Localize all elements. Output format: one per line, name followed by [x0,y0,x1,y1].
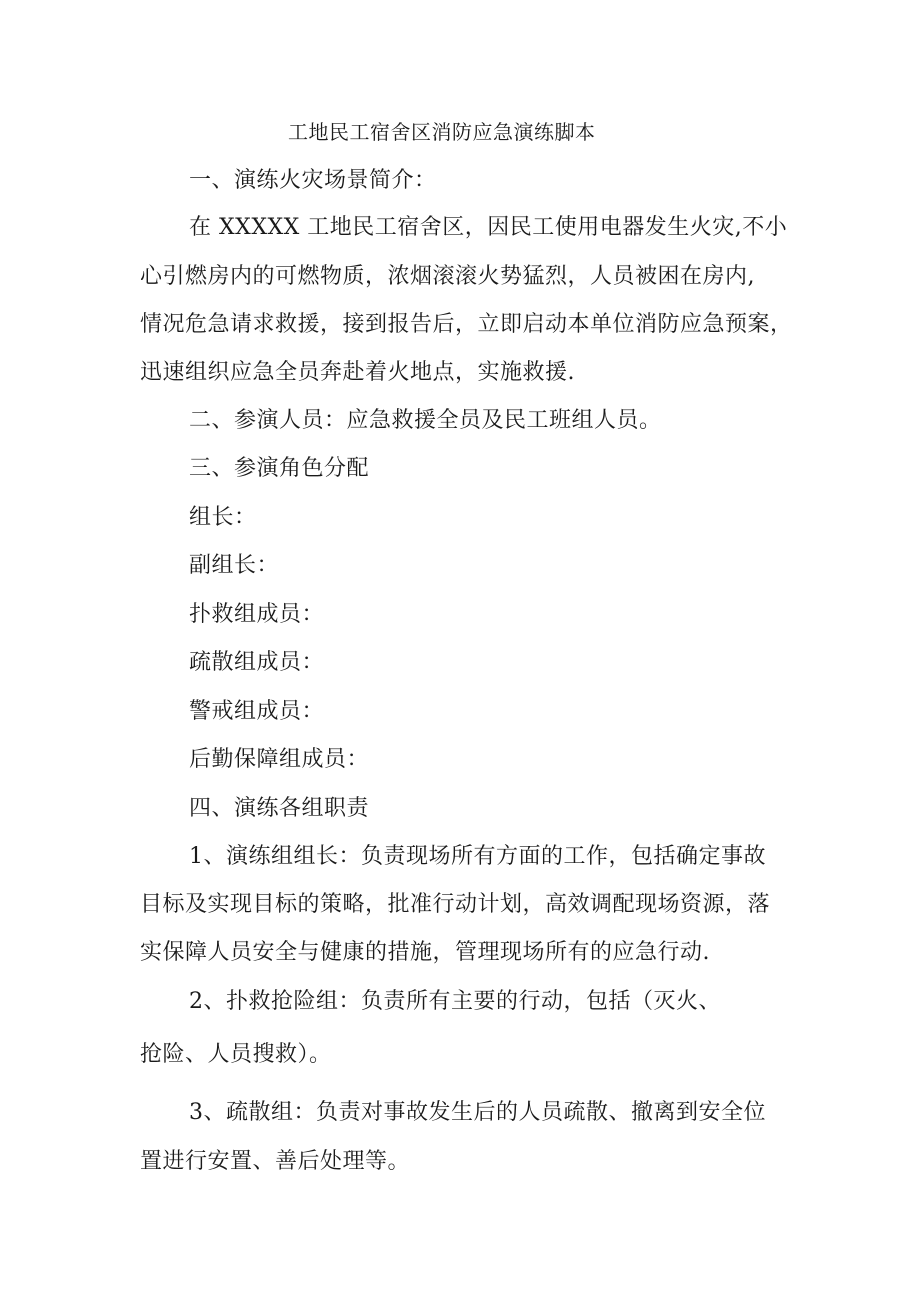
section-4-heading: 四、演练各组职责 [189,796,370,821]
role-cordon-members: 警戒组成员： [189,699,325,724]
role-logistics-members: 后勤保障组成员： [189,747,370,772]
duty-item-3-line: 3、疏散组：负责对事故发生后的人员疏散、撤离到安全位 [189,1100,766,1125]
role-deputy-leader: 副组长： [189,553,280,578]
section-1-line: 心引燃房内的可燃物质，浓烟滚滚火势猛烈，人员被困在房内, [140,264,755,289]
section-1-heading: 一、演练火灾场景简介： [189,168,437,193]
section-1-line: 情况危急请求救援，接到报告后，立即启动本单位消防应急预案， [140,312,793,337]
duty-item-2-line: 2、扑救抢险组：负责所有主要的行动，包括（灭火、 [189,989,721,1014]
duty-item-2-line: 抢险、人员搜救）。 [140,1042,332,1067]
duty-item-3-line: 置进行安置、善后处理等。 [140,1149,411,1174]
section-1-line: 迅速组织应急全员奔赴着火地点，实施救援. [140,360,575,385]
duty-item-1-line: 目标及实现目标的策略，批准行动计划，高效调配现场资源，落 [140,892,771,917]
duty-item-1-line: 1、演练组组长：负责现场所有方面的工作，包括确定事故 [189,844,766,869]
section-2-heading: 二、参演人员：应急救援全员及民工班组人员。 [189,408,662,433]
document-title: 工地民工宿舍区消防应急演练脚本 [288,120,596,144]
section-3-heading: 三、参演角色分配 [189,456,370,481]
role-evacuation-members: 疏散组成员： [189,650,325,675]
role-leader: 组长： [189,505,257,530]
section-1-line: 在 XXXXX 工地民工宿舍区，因民工使用电器发生火灾,不小 [189,215,788,240]
role-firefighting-members: 扑救组成员： [189,602,325,627]
duty-item-1-line: 实保障人员安全与健康的措施，管理现场所有的应急行动. [140,940,710,965]
